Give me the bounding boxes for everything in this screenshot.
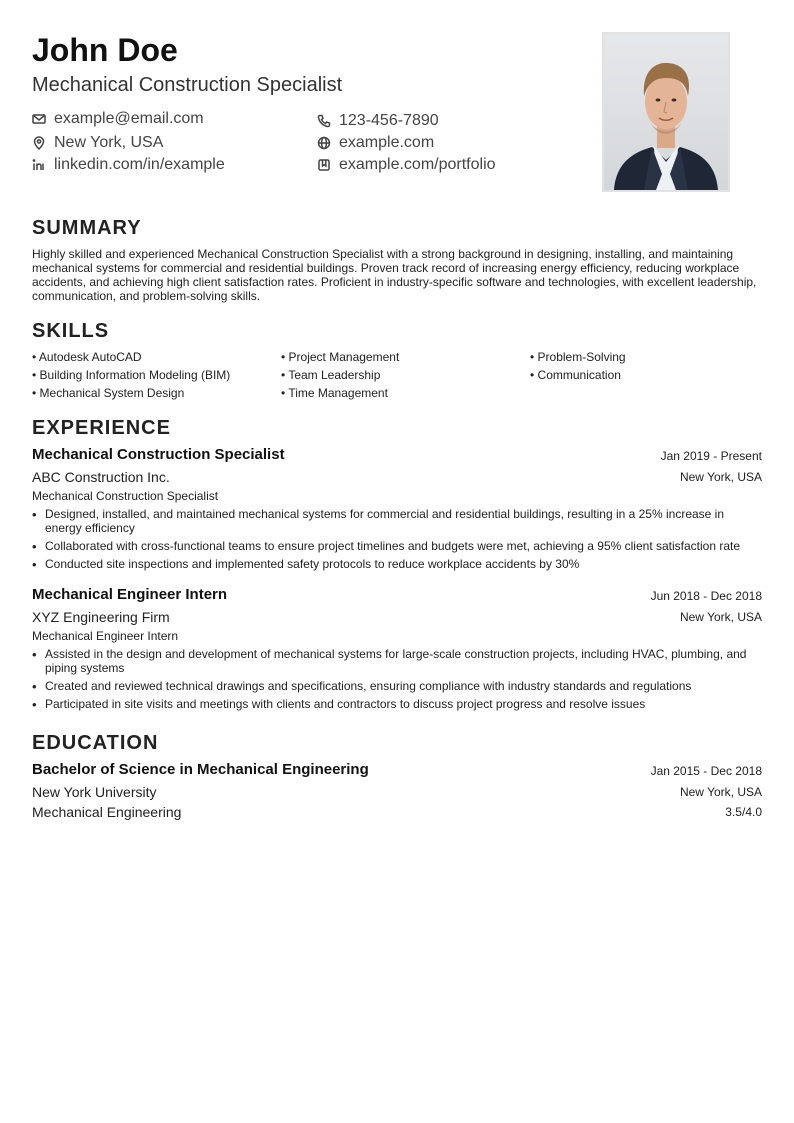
summary-heading: SUMMARY xyxy=(32,217,142,239)
skills-heading: SKILLS xyxy=(32,320,110,342)
linkedin-icon xyxy=(32,158,46,172)
email-contact[interactable] xyxy=(32,109,204,129)
field-of-study: Mechanical Engineering xyxy=(32,804,182,820)
phone-contact[interactable] xyxy=(317,111,439,131)
skill-item: • Building Information Modeling (BIM) xyxy=(32,368,230,382)
linkedin-text: linkedin.com/in/example xyxy=(54,156,225,173)
website-contact[interactable] xyxy=(317,133,434,153)
job-dates: Jan 2019 - Present xyxy=(660,449,762,463)
email-text: example@email.com xyxy=(54,110,204,127)
job-title: Mechanical Construction Specialist xyxy=(32,446,285,463)
name: John Doe xyxy=(32,32,178,68)
bookmark-icon xyxy=(317,158,331,172)
degree-title: Bachelor of Science in Mechanical Engineering xyxy=(32,761,369,778)
location-contact xyxy=(32,133,163,153)
job-bullets xyxy=(32,507,762,575)
bullet-item: • Created and reviewed technical drawings and specifications, ensuring compliance with industry standards and regulations xyxy=(32,679,762,693)
bullet-item: • Conducted site inspections and implemented safety protocols to reduce workplace accidents by 30% xyxy=(32,557,762,571)
skill-item: • Team Leadership xyxy=(281,368,380,382)
skill-item: • Project Management xyxy=(281,350,399,364)
location-text: New York, USA xyxy=(54,134,164,151)
job-role: Mechanical Engineer Intern xyxy=(32,629,179,643)
skill-item: • Problem-Solving xyxy=(530,350,626,364)
globe-icon xyxy=(317,136,331,150)
company-name: ABC Construction Inc. xyxy=(32,469,170,485)
education-dates: Jan 2015 - Dec 2018 xyxy=(650,764,762,778)
job-role: Mechanical Construction Specialist xyxy=(32,489,219,503)
bullet-item: • Assisted in the design and development of mechanical systems for large-scale construction projects, including HVAC, plumbing, and piping systems xyxy=(32,647,762,675)
summary-text: Highly skilled and experienced Mechanical Construction Specialist with a strong background in designing, installing, and maintaining mechanical systems for commercial and residential buildings. Proven track record of increasing energy efficiency, reducing workplace accidents, and achieving high client satisfaction rates. Proficient in industry-specific software and technologies, with excellent leadership, communication, and problem-solving skills. xyxy=(32,247,757,303)
company-name: XYZ Engineering Firm xyxy=(32,609,170,625)
experience-heading: EXPERIENCE xyxy=(32,417,171,439)
skill-item: • Mechanical System Design xyxy=(32,386,184,400)
education-heading: EDUCATION xyxy=(32,732,159,754)
job-dates: Jun 2018 - Dec 2018 xyxy=(650,589,762,603)
portfolio-contact[interactable] xyxy=(317,155,496,175)
skill-item: • Autodesk AutoCAD xyxy=(32,350,142,364)
location-pin-icon xyxy=(32,136,46,150)
bullet-item: • Designed, installed, and maintained mechanical systems for commercial and residential buildings, resulting in a 25% increase in energy efficiency xyxy=(32,507,762,535)
skill-item: • Communication xyxy=(530,368,621,382)
school-name: New York University xyxy=(32,784,157,800)
profile-photo xyxy=(602,32,730,192)
gpa: 3.5/4.0 xyxy=(725,805,762,819)
skill-item: • Time Management xyxy=(281,386,388,400)
job-location: New York, USA xyxy=(679,610,762,624)
job-location: New York, USA xyxy=(679,470,762,484)
job-title: Mechanical Construction Specialist xyxy=(32,74,343,96)
website-text: example.com xyxy=(339,134,435,151)
bullet-item: • Collaborated with cross-functional teams to ensure project timelines and budgets were met, achieving a 95% client satisfaction rate xyxy=(32,539,762,553)
mail-icon xyxy=(32,112,46,126)
linkedin-contact[interactable] xyxy=(32,155,225,175)
job-bullets xyxy=(32,647,762,715)
phone-text: 123-456-7890 xyxy=(339,112,439,129)
portfolio-text: example.com/portfolio xyxy=(339,156,496,173)
job-title: Mechanical Engineer Intern xyxy=(32,586,228,603)
phone-icon xyxy=(317,114,331,128)
bullet-item: • Participated in site visits and meetings with clients and contractors to discuss project progress and resolve issues xyxy=(32,697,762,711)
school-location: New York, USA xyxy=(679,785,762,799)
